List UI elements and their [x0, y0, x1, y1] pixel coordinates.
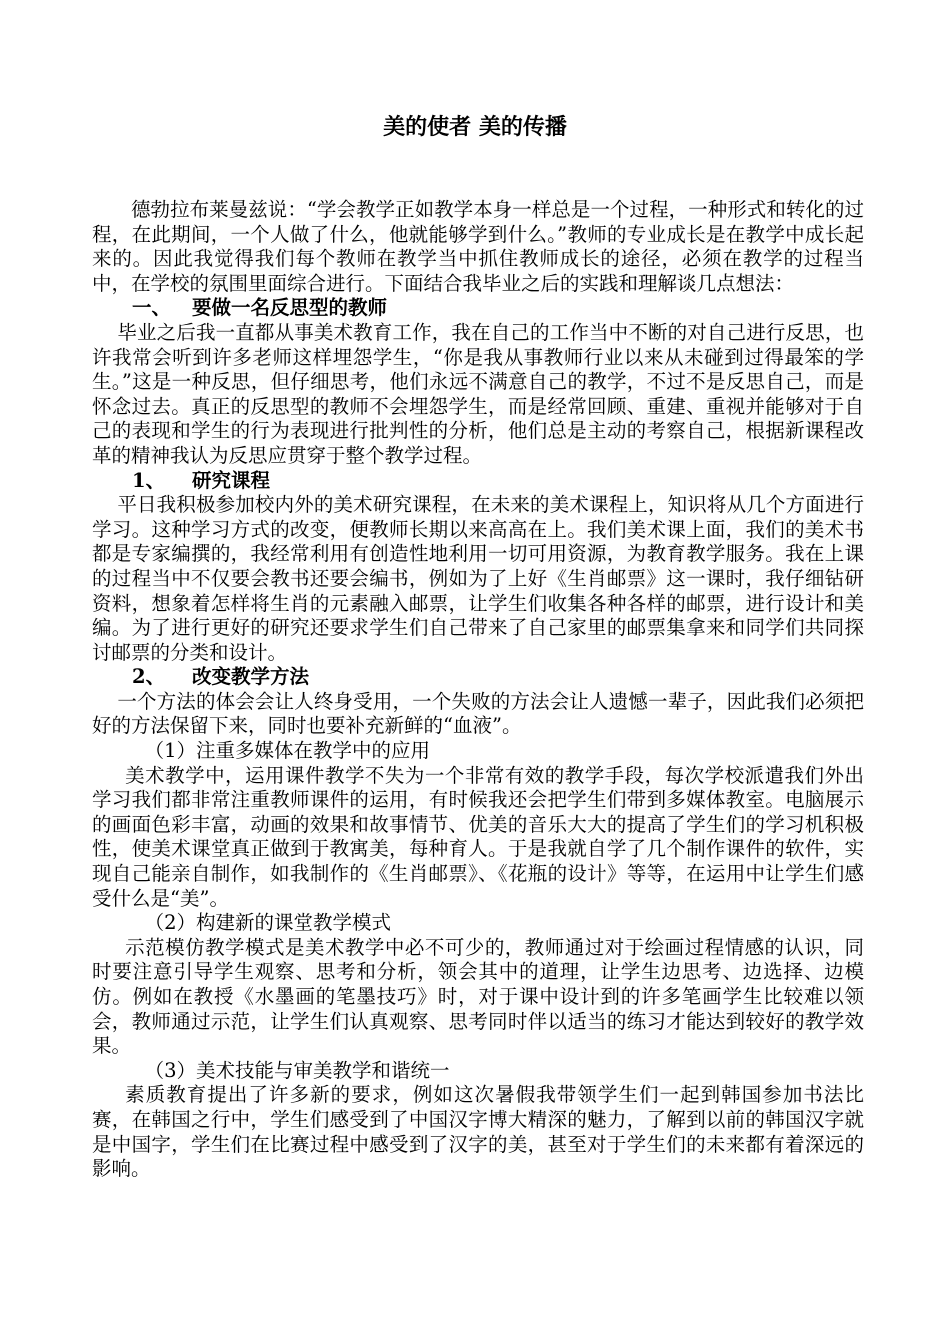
section-1-1-paragraph: 平日我积极参加校内外的美术研究课程，在未来的美术课程上，知识将从几个方面进行学习。这种学习方式的改变，便教师长期以来高高在上。我们美术课上面，我们的美术书都是专家编撰的，我经常利用有创造性地利用一切可用资源，为教育教学服务。我在上课的过程当中不仅要会教书还要会编书，例如为了上好《生肖邮票》这一课时，我仔细钻研资料，想象着怎样将生肖的元素融入邮票，让学生们收集各种各样的邮票，进行设计和美编。为了进行更好的研究还要求学生们自己带来了自己家里的邮票集拿来和同学们共同探讨邮票的分类和设计。: [92, 493, 864, 664]
section-heading-1-1: [92, 469, 864, 494]
section-heading-1: [92, 296, 864, 321]
section-title: 要做一名反思型的教师: [192, 296, 388, 320]
subsection-heading-2: （2）构建新的课堂教学模式: [144, 911, 392, 935]
document-title: 美的使者 美的传播: [383, 114, 567, 140]
section-number: 2、: [132, 665, 166, 689]
section-title: 研究课程: [192, 468, 271, 492]
intro-paragraph: 德勃拉布莱曼兹说：“学会教学正如教学本身一样总是一个过程，一种形式和转化的过程，在此期间，一个人做了什么，他就能够学到什么。”教师的专业成长是在教学中成长起来的。因此我觉得我们每个教师在教学当中抓住教师成长的途径，必须在教学的过程当中，在学校的氛围里面综合进行。下面结合我毕业之后的实践和理解谈几点想法：: [92, 198, 864, 295]
document-body: [92, 198, 864, 1182]
section-heading-1-2: [92, 665, 864, 690]
subsection-1-paragraph: 美术教学中，运用课件教学不失为一个非常有效的教学手段，每次学校派遣我们外出学习我们都非常注重教师课件的运用，有时候我还会把学生们带到多媒体教室。电脑展示的画面色彩丰富，动画的效果和故事情节、优美的音乐大大的提高了学生们的学习机积极性，使美术课堂真正做到于教寓美，每种育人。于是我就自学了几个制作课件的软件，实现自己能亲自制作，如我制作的《生肖邮票》、《花瓶的设计》等等，在运用中让学生们感受什么是“美”。: [92, 763, 864, 910]
subsection-2-paragraph: 示范模仿教学模式是美术教学中必不可少的，教师通过对于绘画过程情感的认识，同时要注意引导学生观察、思考和分析，领会其中的道理，让学生边思考、边选择、边模仿。例如在教授《水墨画的笔墨技巧》时，对于课中设计到的许多笔画学生比较难以领会，教师通过示范，让学生们认真观察、思考同时伴以适当的练习才能达到较好的教学效果。: [92, 935, 864, 1058]
subsection-3-paragraph: 素质教育提出了许多新的要求，例如这次暑假我带领学生们一起到韩国参加书法比赛，在韩国之行中，学生们感受到了中国汉字博大精深的魅力，了解到以前的韩国汉字就是中国字，学生们在比赛过程中感受到了汉字的美，甚至对于学生们的未来都有着深远的影响。: [92, 1083, 864, 1181]
section-number: 1、: [132, 468, 166, 492]
section-title: 改变教学方法: [192, 665, 310, 689]
section-1-paragraph: 毕业之后我一直都从事美术教育工作，我在自己的工作当中不断的对自己进行反思，也许我常会听到许多老师这样埋怨学生，“你是我从事教师行业以来从未碰到过得最笨的学生。”这是一种反思，但仔细思考，他们永远不满意自己的教学，不过不是反思自己，而是怀念过去。真正的反思型的教师不会埋怨学生，而是经常回顾、重建、重视并能够对于自己的表现和学生的行为表现进行批判性的分析，他们总是主动的考察自己，根据新课程改革的精神我认为反思应贯穿于整个教学过程。: [92, 320, 864, 467]
section-number: 一、: [132, 296, 172, 320]
section-1-2-paragraph: 一个方法的体会会让人终身受用，一个失败的方法会让人遗憾一辈子，因此我们必须把好的方法保留下来，同时也要补充新鲜的“血液”。: [92, 689, 864, 738]
subsection-heading-3: （3）美术技能与审美教学和谐统一: [144, 1058, 450, 1082]
subsection-heading-1: （1）注重多媒体在教学中的应用: [144, 739, 431, 763]
